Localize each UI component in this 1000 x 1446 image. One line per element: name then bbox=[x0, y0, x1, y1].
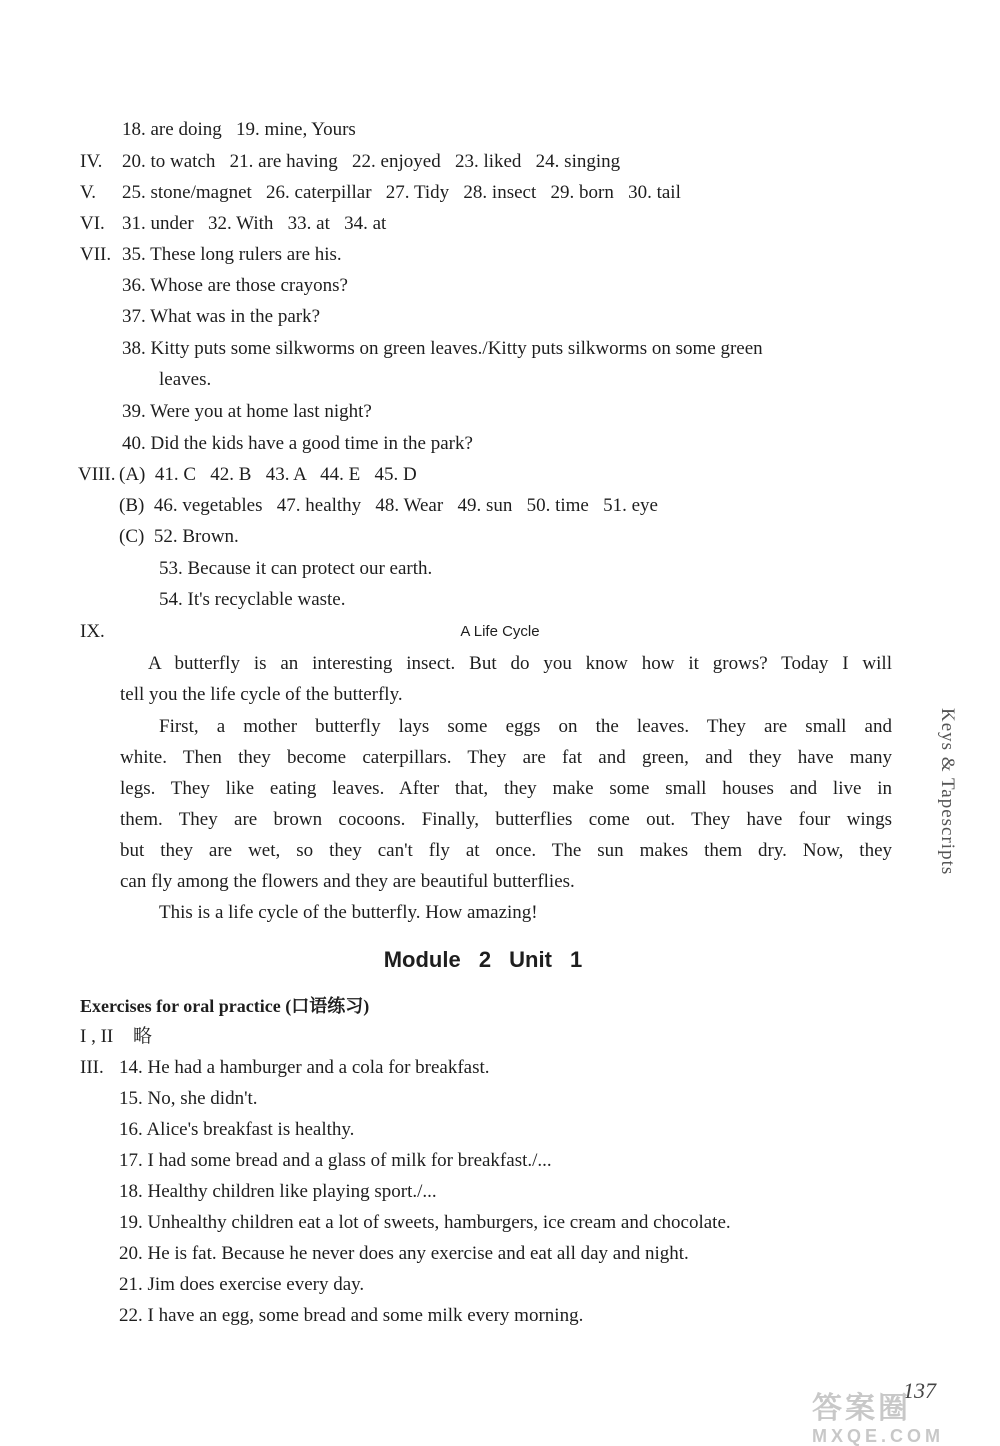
story-para-2-line-3: legs. They like eating leaves. After that, they make some small houses and live in bbox=[120, 778, 892, 799]
section-label: VI. bbox=[80, 213, 105, 234]
answer-text: 14. He had a hamburger and a cola for breakfast. bbox=[119, 1057, 490, 1078]
answer-line-38-cont: leaves. bbox=[159, 369, 212, 390]
answer-line-viii-b: (B) 46. vegetables 47. healthy 48. Wear 49. sun 50. time 51. eye bbox=[119, 495, 658, 516]
section-label: VII. bbox=[80, 244, 112, 265]
answer-text: 略 bbox=[133, 1026, 153, 1047]
answer-line-54: 54. It's recyclable waste. bbox=[159, 589, 346, 610]
oral-practice-heading: Exercises for oral practice (口语练习) bbox=[80, 996, 370, 1016]
story-para-2-line-5: but they are wet, so they can't fly at once. The sun makes them dry. Now, they bbox=[120, 840, 892, 861]
watermark-logo bbox=[812, 1392, 944, 1446]
answer-text: 35. These long rulers are his. bbox=[122, 244, 342, 265]
story-para-2-line-1: First, a mother butterfly lays some eggs on the leaves. They are small and bbox=[159, 716, 892, 737]
section-label: VIII. bbox=[78, 464, 116, 485]
answer-text: (A) 41. C 42. B 43. A 44. E 45. D bbox=[119, 464, 417, 485]
answer-text: 31. under 32. With 33. at 34. at bbox=[122, 213, 387, 234]
story-para-2-line-2: white. Then they become caterpillars. They are fat and green, and they have many bbox=[120, 747, 892, 768]
section-label: V. bbox=[80, 182, 97, 203]
module-title: Module 2 Unit 1 bbox=[383, 947, 583, 972]
story-para-1-line-1: A butterfly is an interesting insect. But do you know how it grows? Today I will bbox=[148, 653, 892, 674]
answer-line-38: 38. Kitty puts some silkworms on green leaves./Kitty puts silkworms on some green bbox=[122, 338, 763, 359]
story-para-2-line-6: can fly among the flowers and they are beautiful butterflies. bbox=[120, 871, 575, 892]
story-para-3-line-1: This is a life cycle of the butterfly. How amazing! bbox=[159, 902, 538, 923]
oral-line-22: 22. I have an egg, some bread and some milk every morning. bbox=[119, 1305, 584, 1326]
section-label: IX. bbox=[80, 621, 105, 642]
oral-line-18: 18. Healthy children like playing sport./... bbox=[119, 1181, 437, 1202]
answer-line-40: 40. Did the kids have a good time in the park? bbox=[122, 433, 473, 454]
oral-line-16: 16. Alice's breakfast is healthy. bbox=[119, 1119, 355, 1140]
answer-text: 25. stone/magnet 26. caterpillar 27. Tidy 28. insect 29. born 30. tail bbox=[122, 182, 681, 203]
side-running-header: Keys & Tapescripts bbox=[937, 708, 958, 876]
answer-line-viii-c: (C) 52. Brown. bbox=[119, 526, 239, 547]
story-para-2-line-4: them. They are brown cocoons. Finally, butterflies come out. They have four wings bbox=[120, 809, 892, 830]
oral-line-15: 15. No, she didn't. bbox=[119, 1088, 258, 1109]
answer-line-37: 37. What was in the park? bbox=[122, 306, 321, 327]
section-label: III. bbox=[80, 1057, 104, 1078]
answer-line-36: 36. Whose are those crayons? bbox=[122, 275, 348, 296]
page-number: 137 bbox=[903, 1378, 936, 1403]
story-title: A Life Cycle bbox=[460, 623, 540, 640]
oral-line-20: 20. He is fat. Because he never does any exercise and eat all day and night. bbox=[119, 1243, 689, 1264]
watermark-en: MXQE.COM bbox=[812, 1426, 945, 1446]
answer-text: 18. are doing 19. mine, Yours bbox=[122, 119, 356, 140]
oral-line-21: 21. Jim does exercise every day. bbox=[119, 1274, 365, 1295]
section-label: IV. bbox=[80, 151, 103, 172]
watermark-cn: 答案圈 bbox=[812, 1392, 911, 1425]
oral-line-19: 19. Unhealthy children eat a lot of sweets, hamburgers, ice cream and chocolate. bbox=[119, 1212, 731, 1233]
section-label: I , II bbox=[80, 1026, 114, 1047]
oral-line-17: 17. I had some bread and a glass of milk for breakfast./... bbox=[119, 1150, 552, 1171]
answer-line-39: 39. Were you at home last night? bbox=[122, 401, 372, 422]
answer-line-53: 53. Because it can protect our earth. bbox=[159, 558, 433, 579]
story-para-1-line-2: tell you the life cycle of the butterfly. bbox=[120, 684, 403, 705]
answer-text: 20. to watch 21. are having 22. enjoyed 23. liked 24. singing bbox=[122, 151, 621, 172]
